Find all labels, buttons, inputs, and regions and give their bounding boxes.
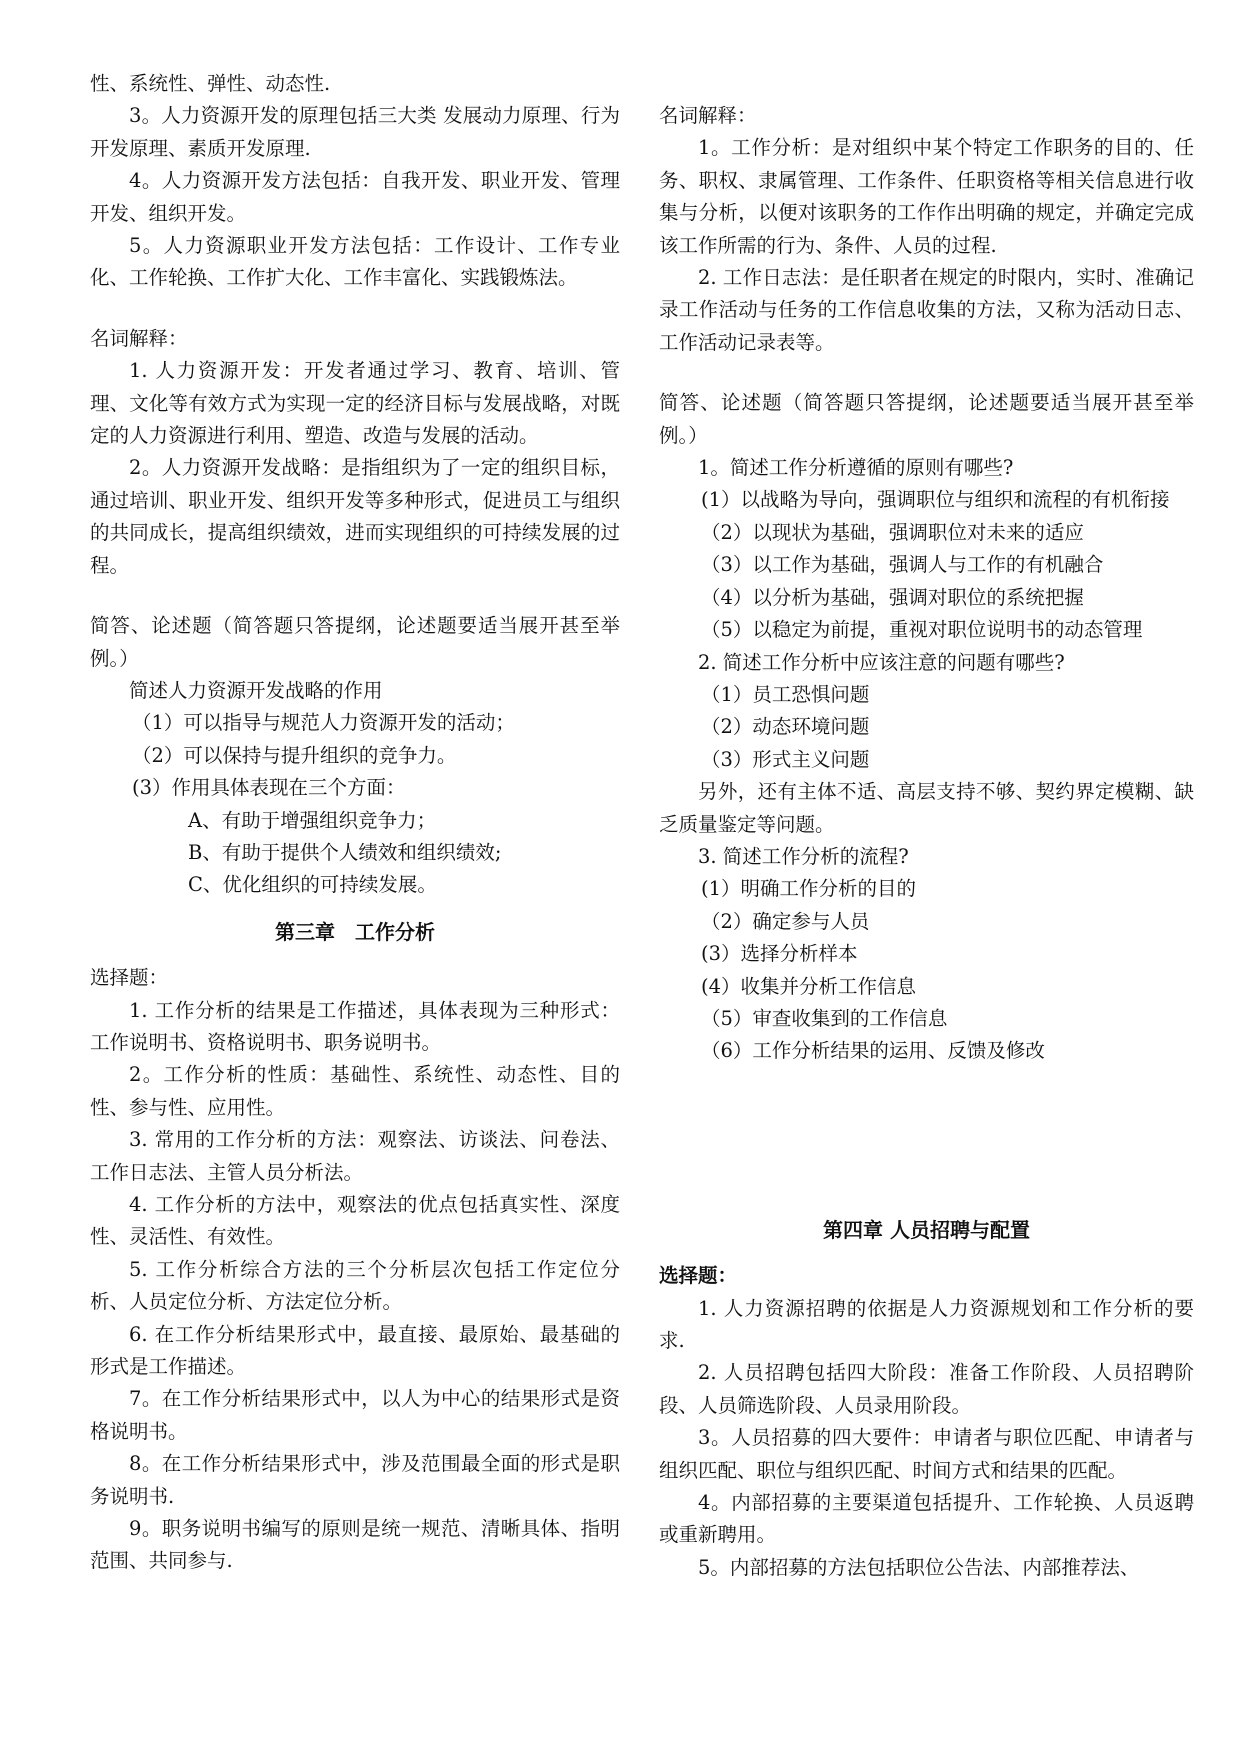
answer-subitem: A、有助于增强组织竞争力； <box>188 808 437 832</box>
paragraph: 5。人力资源职业开发方法包括：工作设计、工作专业化、工作轮换、工作扩大化、工作丰富化、实践锻炼法。 <box>90 234 620 290</box>
choice-item: 2. 人员招聘包括四大阶段：准备工作阶段、人员招聘阶段、人员筛选阶段、人员录用阶段。 <box>659 1361 1194 1417</box>
answer-item: （4）以分析为基础，强调对职位的系统把握 <box>701 585 1084 609</box>
choice-item: 5。内部招募的方法包括职位公告法、内部推荐法、 <box>698 1555 1140 1579</box>
paragraph: 3。人力资源开发的原理包括三大类 发展动力原理、行为开发原理、素质开发原理. <box>90 104 620 160</box>
choice-item: 9。职务说明书编写的原则是统一规范、清晰具体、指明范围、共同参与. <box>90 1517 620 1573</box>
answer-item: （1）可以指导与规范人力资源开发的活动； <box>132 711 515 735</box>
chapter-title: 第三章 工作分析 <box>275 919 435 944</box>
choice-item: 5. 工作分析综合方法的三个分析层次包括工作定位分析、人员定位分析、方法定位分析。 <box>90 1257 620 1314</box>
section-heading-terms: 名词解释： <box>90 326 188 350</box>
choice-item: 4。内部招募的主要渠道包括提升、工作轮换、人员返聘或重新聘用。 <box>659 1491 1194 1547</box>
answer-item: （2）确定参与人员 <box>701 909 870 933</box>
choice-item: 3. 常用的工作分析的方法：观察法、访谈法、问卷法、工作日志法、主管人员分析法。 <box>90 1128 620 1184</box>
answer-item: （5）以稳定为前提，重视对职位说明书的动态管理 <box>701 618 1143 642</box>
answer-item: （1）员工恐惧问题 <box>701 682 870 706</box>
answer-item: (3）选择分析样本 <box>701 942 858 966</box>
chapter-title: 第四章 人员招聘与配置 <box>823 1217 1030 1242</box>
question: 3. 简述工作分析的流程? <box>698 844 909 868</box>
term-definition: 1. 人力资源开发：开发者通过学习、教育、培训、管理、文化等有效方式为实现一定的经济目标与发展战略，对既定的人力资源进行利用、塑造、改造与发展的活动。 <box>90 359 620 448</box>
choice-item: 4. 工作分析的方法中，观察法的优点包括真实性、深度性、灵活性、有效性。 <box>90 1193 620 1249</box>
answer-note: 另外，还有主体不适、高层支持不够、契约界定模糊、缺乏质量鉴定等问题。 <box>659 780 1194 836</box>
answer-item: (1）以战略为导向，强调职位与组织和流程的有机衔接 <box>701 488 1170 512</box>
section-heading-choice: 选择题： <box>659 1264 738 1288</box>
question: 1。简述工作分析遵循的原则有哪些? <box>698 456 1014 480</box>
answer-item: (1）明确工作分析的目的 <box>701 877 917 901</box>
choice-item: 7。在工作分析结果形式中，以人为中心的结果形式是资格说明书。 <box>90 1387 620 1443</box>
answer-item: （6）工作分析结果的运用、反馈及修改 <box>701 1039 1045 1063</box>
answer-subitem: C、优化组织的可持续发展。 <box>188 873 437 897</box>
paragraph: 性、系统性、弹性、动态性. <box>90 72 331 95</box>
paragraph: 4。人力资源开发方法包括：自我开发、职业开发、管理开发、组织开发。 <box>90 169 620 225</box>
term-definition: 2. 工作日志法：是任职者在规定的时限内，实时、准确记录工作活动与任务的工作信息收集的方法，又称为活动日志、工作活动记录表等。 <box>659 266 1194 354</box>
answer-subitem: B、有助于提供个人绩效和组织绩效; <box>188 840 502 864</box>
section-heading-terms: 名词解释： <box>659 104 757 127</box>
answer-item: （2）以现状为基础，强调职位对未来的适应 <box>701 520 1084 544</box>
choice-item: 2。工作分析的性质：基础性、系统性、动态性、目的性、参与性、应用性。 <box>90 1063 620 1119</box>
choice-item: 3。人员招募的四大要件：申请者与职位匹配、申请者与组织匹配、职位与组织匹配、时间方式和结果的匹配。 <box>659 1426 1194 1482</box>
answer-item: (4）收集并分析工作信息 <box>701 974 917 998</box>
choice-item: 1. 人力资源招聘的依据是人力资源规划和工作分析的要求. <box>659 1296 1194 1352</box>
term-definition: 1。工作分析：是对组织中某个特定工作职务的目的、任务、职权、隶属管理、工作条件、任职资格等相关信息进行收集与分析，以便对该职务的工作作出明确的规定，并确定完成该工作所需的行为、条件、人员的过程. <box>659 136 1194 257</box>
choice-item: 6. 在工作分析结果形式中，最直接、最原始、最基础的形式是工作描述。 <box>90 1322 620 1379</box>
choice-item: 1. 工作分析的结果是工作描述，具体表现为三种形式：工作说明书、资格说明书、职务说明书。 <box>90 998 620 1054</box>
answer-item: （3）以工作为基础，强调人与工作的有机融合 <box>701 553 1104 577</box>
section-heading-qa: 简答、论述题（简答题只答提纲，论述题要适当展开甚至举例。） <box>90 614 620 670</box>
section-heading-qa: 简答、论述题（简答题只答提纲，论述题要适当展开甚至举例。） <box>659 391 1194 447</box>
left-column <box>90 68 620 1578</box>
question: 简述人力资源开发战略的作用 <box>129 678 383 702</box>
term-definition: 2。人力资源开发战略：是指组织为了一定的组织目标，通过培训、职业开发、组织开发等多种形式，促进员工与组织的共同成长，提高组织绩效，进而实现组织的可持续发展的过程。 <box>90 456 620 577</box>
choice-item: 8。在工作分析结果形式中，涉及范围最全面的形式是职务说明书. <box>90 1452 620 1508</box>
answer-item: （5）审查收集到的工作信息 <box>701 1006 948 1030</box>
question: 2. 简述工作分析中应该注意的问题有哪些? <box>698 650 1065 674</box>
answer-item: (3）作用具体表现在三个方面： <box>132 776 406 800</box>
right-column <box>659 100 1194 1584</box>
answer-item: （3）形式主义问题 <box>701 747 870 771</box>
answer-item: （2）可以保持与提升组织的竞争力。 <box>132 743 457 767</box>
answer-item: （2）动态环境问题 <box>701 715 870 739</box>
section-heading-choice: 选择题： <box>90 966 169 990</box>
